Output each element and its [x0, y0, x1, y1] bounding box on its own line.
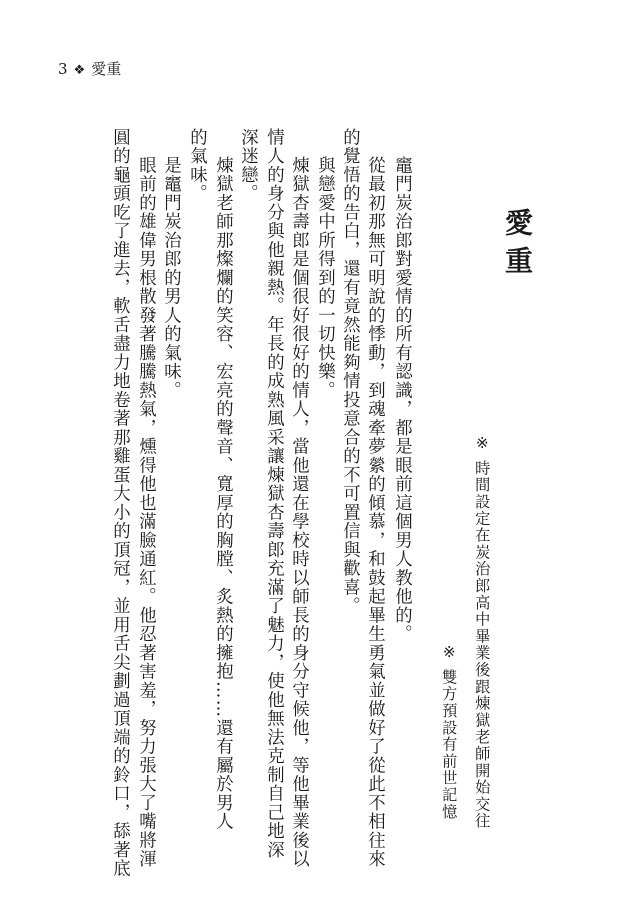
text-line-7: 深迷戀。	[237, 128, 258, 203]
text-line-4: 與戀愛中所得到的一切快樂。	[314, 156, 335, 400]
note-line-2: ※ 雙方預設有前世記憶	[440, 643, 459, 821]
text-line-5: 煉獄杏壽郎是個很好很好的情人，當他還在學校時以師長的身分守候他，等他畢業後以	[288, 156, 309, 869]
text-line-9: 的氣味。	[186, 128, 207, 203]
text-line-8: 煉獄老師那燦爛的笑容、宏亮的聲音、寬厚的胸膛、炙熱的擁抱……還有屬於男人	[212, 156, 233, 831]
ornament-icon: ❖	[73, 63, 86, 78]
text-line-12: 圓的龜頭吃了進去，軟舌盡力地卷著那雞蛋大小的頂冠，並用舌尖劃過頂端的鈴口，舔著底	[109, 128, 130, 878]
text-line-3: 的覺悟的告白，還有竟然能夠情投意合的不可置信與歡喜。	[339, 128, 360, 616]
running-title: 愛重	[91, 60, 122, 78]
chapter-title: 愛重	[501, 208, 534, 284]
text-line-6: 情人的身分與他親熱。年長的成熟風采讓煉獄杏壽郎充滿了魅力，使他無法克制自己地深	[263, 128, 284, 860]
text-line-10: 是竈門炭治郎的男人的氣味。	[160, 156, 181, 400]
note-line-1: ※ 時間設定在炭治郎高中畢業後跟煉獄老師開始交往	[473, 434, 492, 830]
running-header	[58, 58, 121, 79]
page-number: 3	[58, 60, 68, 78]
text-line-1: 竈門炭治郎對愛情的所有認識，都是眼前這個男人教他的。	[391, 156, 412, 644]
text-line-2: 從最初那無可明說的悸動，到魂牽夢縈的傾慕，和鼓起畢生勇氣並做好了從此不相往來	[364, 156, 385, 869]
text-line-11: 眼前的雄偉男根散發著騰騰熱氣，燻得他也滿臉通紅。他忍著害羞，努力張大了嘴將渾	[135, 156, 156, 869]
